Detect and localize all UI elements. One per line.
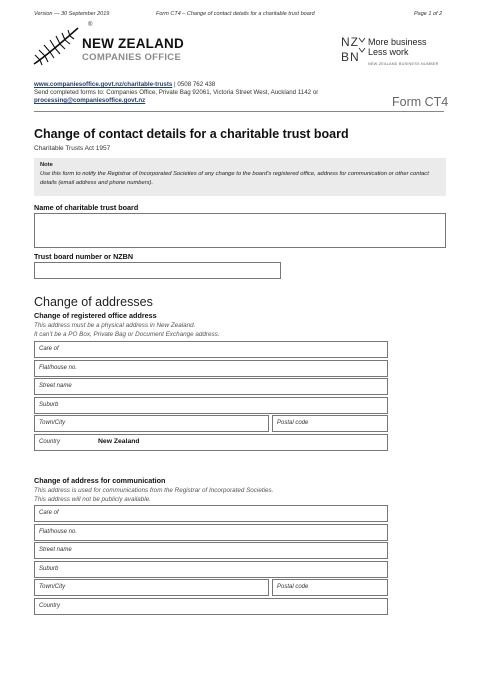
page-number: Page 1 of 2: [414, 11, 443, 17]
communication-town-field[interactable]: [34, 579, 269, 596]
registered-suburb-field[interactable]: [34, 397, 388, 414]
nzbn-letters-bottom: BN: [341, 50, 360, 64]
form-number: Form CT4: [392, 95, 449, 109]
communication-care-of-field[interactable]: [34, 505, 388, 522]
send-address: Send completed forms to: Companies Office, Private Bag 92061, Victoria Street West, Auckland 1142 or: [34, 89, 319, 96]
field-label: Postal code: [277, 420, 309, 426]
communication-flat-field[interactable]: [34, 524, 388, 541]
nzbn-letters-top: NZ: [341, 35, 359, 49]
field-label: Town/City: [39, 420, 66, 426]
form-header-title: Form CT4 – Change of contact details for a charitable trust board: [156, 11, 315, 17]
communication-postal-field[interactable]: [272, 579, 388, 596]
nzbn-chevron-icons: [358, 37, 366, 57]
phone-number: | 0508 762 438: [172, 81, 216, 88]
field-label: Care of: [39, 510, 59, 516]
version-text: Version — 30 September 2019: [34, 11, 110, 17]
field-label: Flat/house no.: [39, 529, 78, 535]
logo-subtitle: COMPANIES OFFICE: [82, 52, 182, 63]
communication-street-field[interactable]: [34, 542, 388, 559]
communication-heading: Change of address for communication: [34, 476, 166, 485]
field-label: Street name: [39, 383, 72, 389]
field-label: Care of: [39, 346, 59, 352]
field-label: Country: [39, 603, 61, 609]
registered-office-heading: Change of registered office address: [34, 311, 157, 320]
field-label: Suburb: [39, 402, 59, 408]
communication-hint-1: This address is used for communications from the Registrar of Incorporated Societies.: [34, 487, 274, 494]
registered-town-field[interactable]: [34, 415, 269, 432]
email-link[interactable]: processing@companiesoffice.govt.nz: [34, 97, 146, 104]
registered-mark: ®: [88, 22, 93, 28]
trust-number-input[interactable]: [34, 262, 281, 279]
communication-hint-2: This address will not be publicly available.: [34, 496, 151, 503]
trust-name-label: Name of charitable trust board: [34, 203, 139, 212]
trust-number-label: Trust board number or NZBN: [34, 252, 134, 261]
header-divider: [34, 111, 444, 112]
registered-country-field[interactable]: [34, 434, 388, 451]
note-box: [34, 158, 446, 196]
website-link[interactable]: www.companiesoffice.govt.nz/charitable-trusts: [34, 81, 173, 88]
country-value: New Zealand: [98, 438, 140, 445]
communication-country-field[interactable]: [34, 598, 388, 615]
note-heading: Note: [40, 162, 53, 168]
registered-care-of-field[interactable]: [34, 341, 388, 358]
note-text: Use this form to notify the Registrar of Incorporated Societies of any change to the board’s registered office, address for communication or other contact details (email address and phone numbers).: [40, 171, 429, 186]
nzbn-tagline-1: More business: [368, 37, 427, 47]
section-heading: Change of addresses: [34, 295, 153, 309]
registered-hint-1: This address must be a physical address in New Zealand.: [34, 322, 196, 329]
field-label: Postal code: [277, 584, 309, 590]
field-label: Suburb: [39, 566, 59, 572]
page-title: Change of contact details for a charitable trust board: [34, 127, 349, 141]
act-reference: Charitable Trusts Act 1957: [34, 145, 111, 152]
field-label: Flat/house no.: [39, 365, 78, 371]
registered-street-field[interactable]: [34, 378, 388, 395]
field-label: Street name: [39, 547, 72, 553]
trust-name-input[interactable]: [34, 213, 446, 248]
registered-hint-2: It can’t be a PO Box, Private Bag or Document Exchange address.: [34, 331, 220, 338]
nzbn-tagline-2: Less work: [368, 47, 409, 57]
nzbn-caption: NEW ZEALAND BUSINESS NUMBER: [368, 62, 439, 66]
communication-suburb-field[interactable]: [34, 561, 388, 578]
registered-flat-field[interactable]: [34, 360, 388, 377]
field-label: Town/City: [39, 584, 66, 590]
logo-title: NEW ZEALAND: [82, 36, 184, 51]
field-label: Country: [39, 439, 61, 445]
contact-line-3: [34, 97, 145, 104]
registered-postal-field[interactable]: [272, 415, 388, 432]
contact-line-1: [34, 81, 215, 88]
fern-icon: [32, 26, 80, 66]
